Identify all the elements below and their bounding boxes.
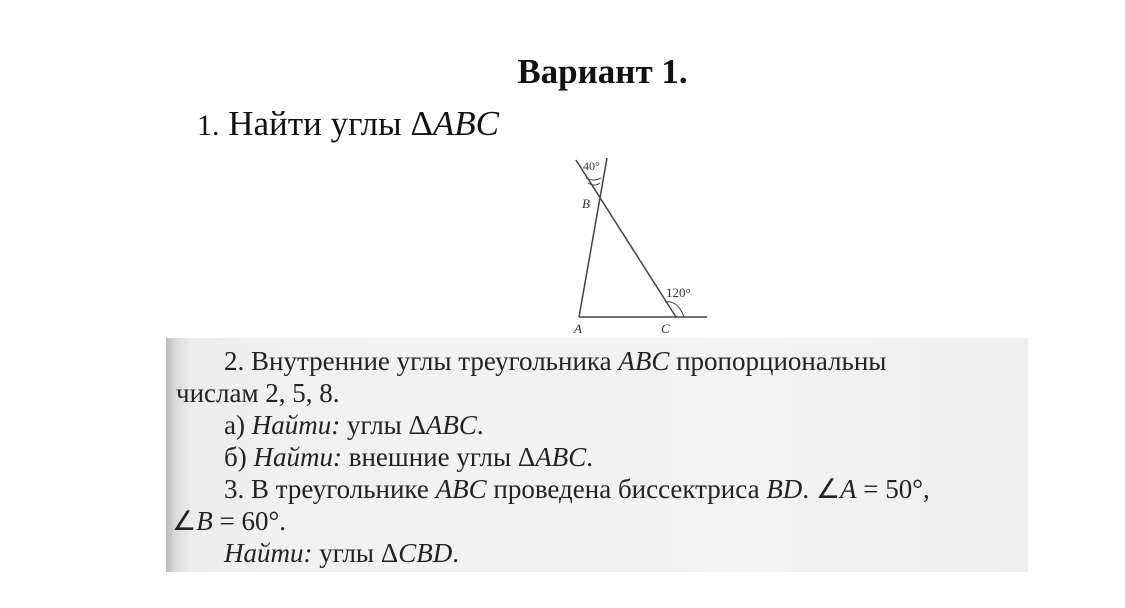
side-ab: [579, 158, 607, 317]
page-title: Вариант 1.: [517, 52, 688, 91]
task-3-find: Найти: углы ΔCBD.: [224, 538, 459, 568]
side-bc: [576, 160, 676, 317]
task-2-line-1: 2. Внутренние углы треугольника ABC пропорциональны: [224, 346, 887, 376]
task-3-line-2: ∠B = 60°.: [172, 506, 286, 536]
task-2-line-2: числам 2, 5, 8.: [176, 378, 340, 408]
angle-label-top: 40°: [583, 159, 600, 173]
task-2-part-a: а) Найти: углы ΔABC.: [224, 410, 484, 440]
task-1-number: 1.: [197, 109, 220, 142]
task-1-triangle: ABC: [432, 104, 499, 143]
scanned-text-block: [166, 338, 1028, 572]
angle-label-right: 120°: [666, 285, 691, 300]
task-1-text: Найти углы Δ: [228, 104, 433, 143]
angle-arc-top-2: [588, 183, 600, 185]
vertex-label-b: B: [582, 196, 590, 211]
vertex-label-c: C: [661, 321, 670, 336]
task-2-part-b: б) Найти: внешние углы ΔABC.: [224, 442, 594, 472]
vertex-label-a: A: [574, 321, 582, 336]
task-3-line-1: 3. В треугольнике ABC проведена биссектриса BD. ∠A = 50°,: [224, 474, 930, 504]
